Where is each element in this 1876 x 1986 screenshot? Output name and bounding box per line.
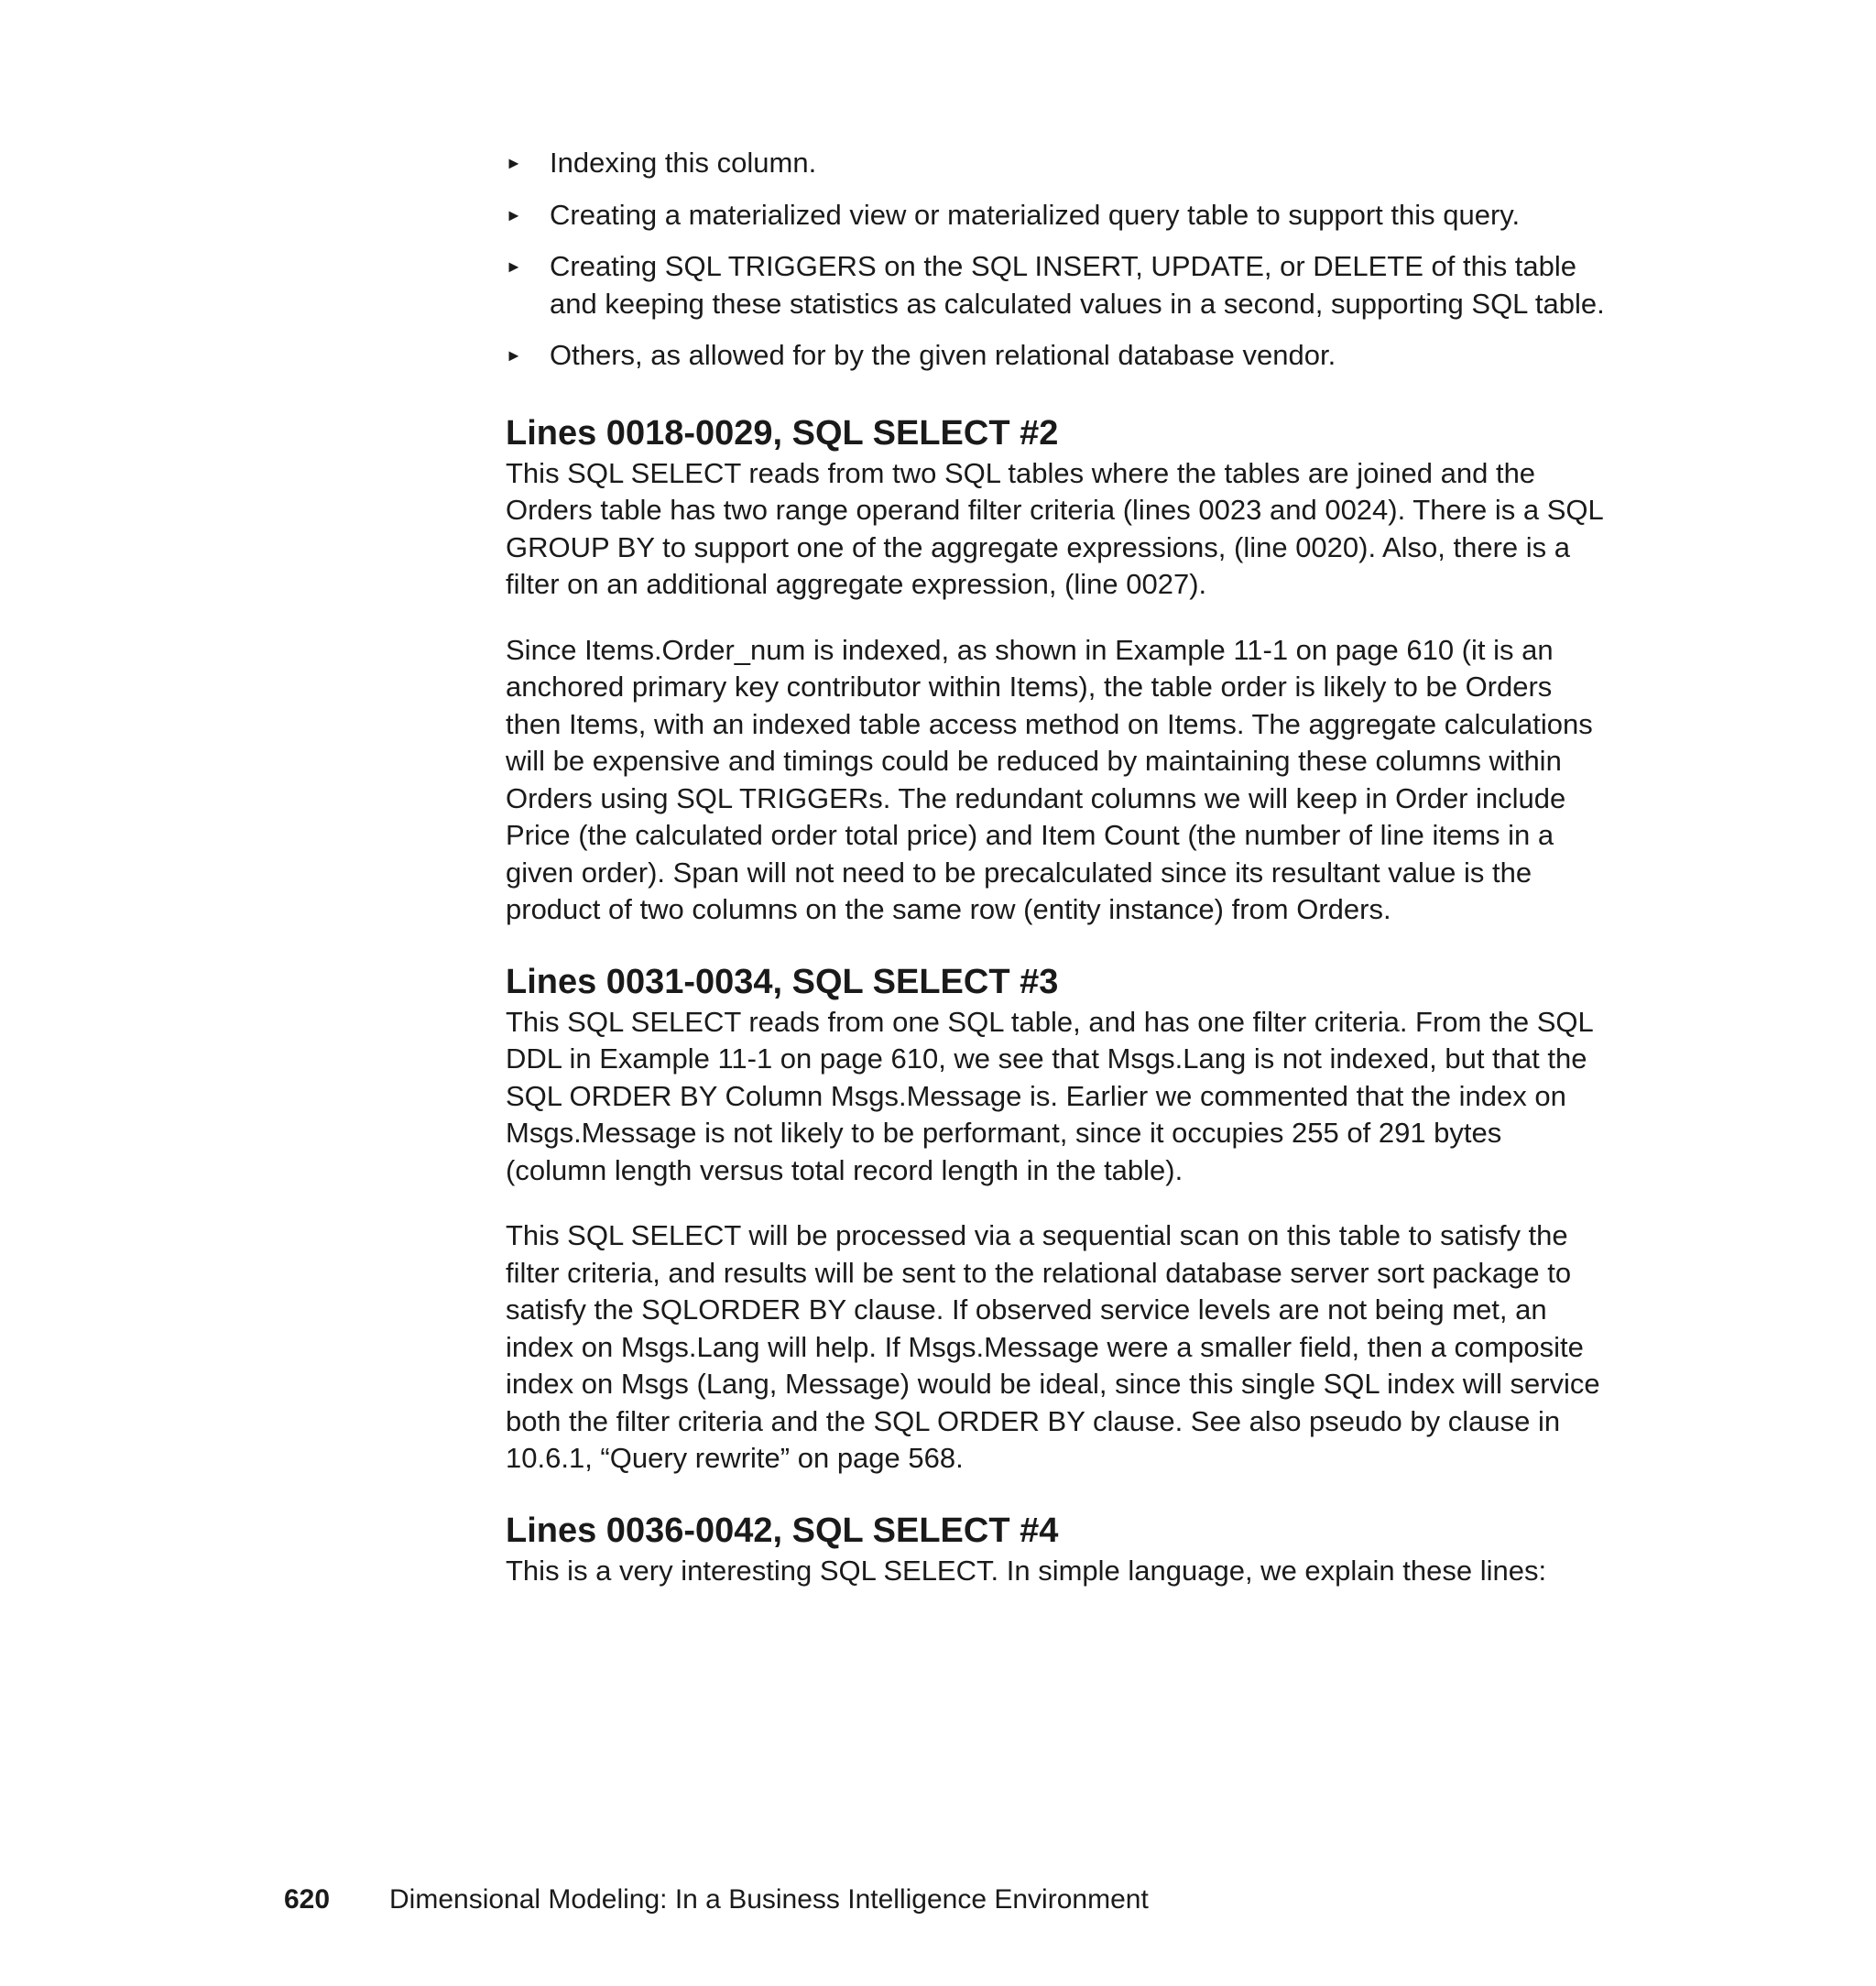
triangle-bullet-icon: ► [506,205,522,224]
paragraph: This is a very interesting SQL SELECT. In simple language, we explain these lines: [506,1554,1547,1587]
list-item [506,197,1605,235]
page-number: 620 [284,1884,331,1915]
triangle-bullet-icon: ► [506,154,522,172]
paragraph: This SQL SELECT reads from one SQL table, and has one filter criteria. From the SQL DDL in Example 11-1 on page 610, we see that Msgs.Lang is not indexed, but that the SQL ORDER BY Column Msgs.Message is. Earlier we commented that the index on Msgs.Message is not likely to be performant, since it occupies 255 of 291 bytes (column length versus total record length in the table). [506,1005,1593,1186]
section-heading-select-4: Lines 0036-0042, SQL SELECT #4 [506,1511,1059,1550]
paragraph: This SQL SELECT reads from two SQL tables where the tables are joined and the Orders table has two range operand filter criteria (lines 0023 and 0024). There is a SQL GROUP BY to support one of the aggregate expressions, (line 0020). Also, there is a filter on an additional aggregate expression, (line 0027). [506,456,1603,600]
triangle-bullet-icon: ► [506,257,522,276]
list-item [506,337,1605,375]
bullet-text: Creating SQL TRIGGERS on the SQL INSERT, UPDATE, or DELETE of this table and keeping these statistics as calculated values in a second, supporting SQL table. [550,250,1605,320]
list-item [506,145,1605,182]
section-heading-select-2: Lines 0018-0029, SQL SELECT #2 [506,413,1059,453]
paragraph: This SQL SELECT will be processed via a sequential scan on this table to satisfy the filter criteria, and results will be sent to the relational database server sort package to satisfy the SQLORDER BY clause. If observed service levels are not being met, an index on Msgs.Lang will help. If Msgs.Message were a smaller field, then a composite index on Msgs (Lang, Message) would be ideal, since this single SQL index will service both the filter criteria and the SQL ORDER BY clause. See also pseudo by clause in 10.6.1, “Query rewrite” on page 568. [506,1219,1600,1474]
bullet-text: Creating a materialized view or materialized query table to support this query. [550,198,1521,231]
page-body [506,145,1605,1589]
list-item [506,248,1605,322]
bullet-text: Others, as allowed for by the given relational database vendor. [550,339,1336,371]
paragraph: Since Items.Order_num is indexed, as shown in Example 11-1 on page 610 (it is an anchored primary key contributor within Items), the table order is likely to be Orders then Items, with an indexed table access method on Items. The aggregate calculations will be expensive and timings could be reduced by maintaining these columns within Orders using SQL TRIGGERs. The redundant columns we will keep in Order include Price (the calculated order total price) and Item Count (the number of line items in a given order). Span will not need to be precalculated since its resultant value is the product of two columns on the same row (entity instance) from Orders. [506,633,1593,925]
bullet-list [506,145,1605,375]
book-title: Dimensional Modeling: In a Business Intelligence Environment [389,1884,1149,1915]
page-footer [284,1882,1149,1918]
triangle-bullet-icon: ► [506,346,522,365]
section-heading-select-3: Lines 0031-0034, SQL SELECT #3 [506,962,1059,1001]
bullet-text: Indexing this column. [550,147,817,179]
